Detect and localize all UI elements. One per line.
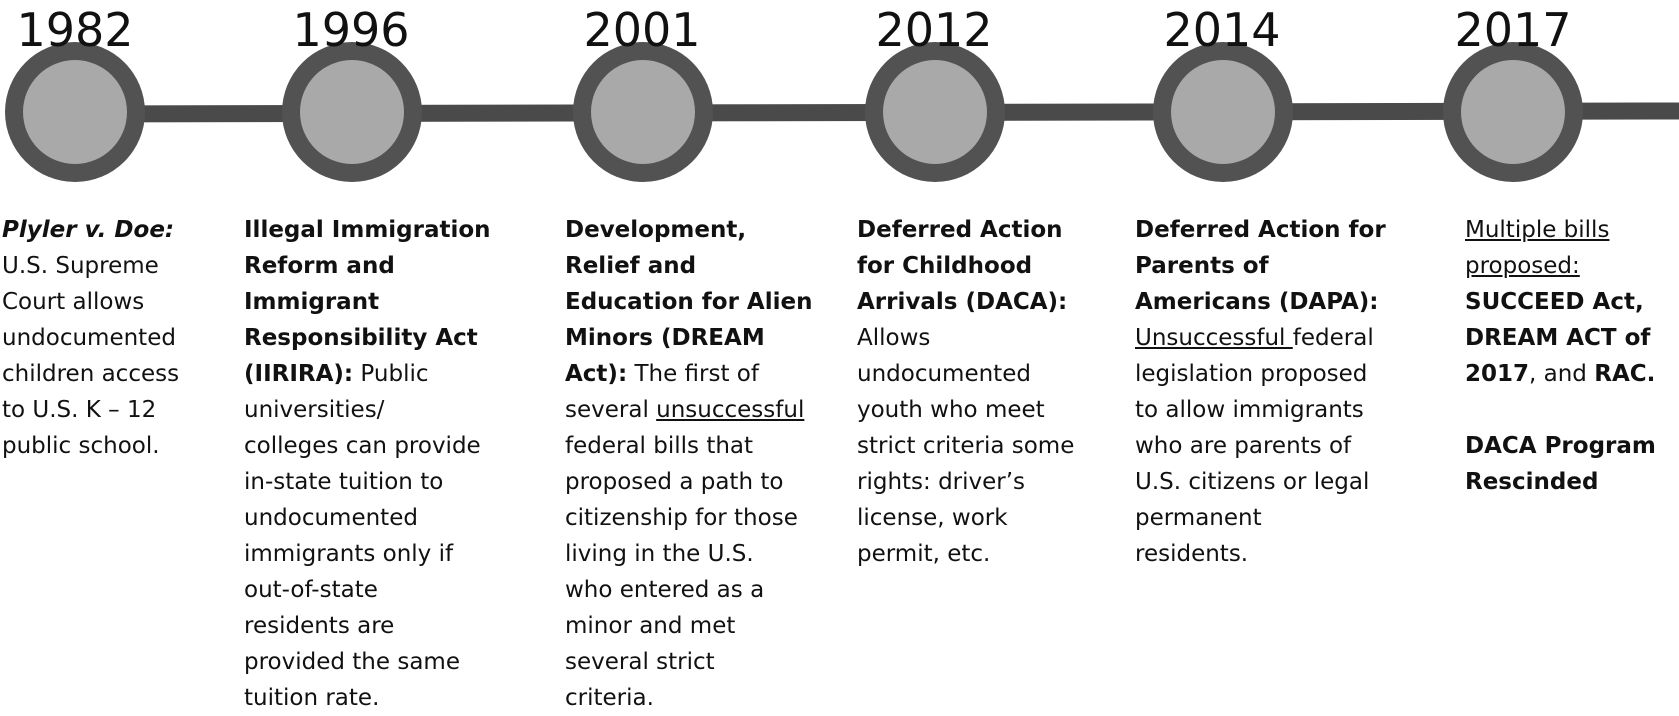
description-line: [244, 500, 491, 536]
timeline-marker-fill-1982: [23, 60, 127, 164]
description-line: [565, 608, 812, 644]
timeline-marker-fill-2017: [1461, 60, 1565, 164]
description-text: Education for Alien: [565, 289, 813, 315]
description-text: colleges can provide: [244, 433, 481, 459]
description-text: federal: [1292, 325, 1374, 351]
description-line: [857, 212, 1074, 248]
description-text: proposed a path to: [565, 469, 784, 495]
description-line: [1465, 428, 1656, 464]
description-line: [1465, 212, 1656, 248]
description-text: provided the same: [244, 649, 460, 675]
year-label-1996: 1996: [292, 3, 410, 57]
event-description-2001: [565, 212, 812, 716]
description-line: [244, 320, 491, 356]
timeline-marker-fill-2014: [1171, 60, 1275, 164]
event-description-1996: [244, 212, 491, 716]
description-line: [1135, 536, 1386, 572]
description-text: who entered as a: [565, 577, 765, 603]
description-text: permit, etc.: [857, 541, 991, 567]
description-text: proposed:: [1465, 253, 1580, 279]
year-label-2001: 2001: [583, 3, 701, 57]
description-text: Responsibility Act: [244, 325, 478, 351]
description-text: legislation proposed: [1135, 361, 1368, 387]
description-text: Parents of: [1135, 253, 1269, 279]
description-line: [244, 212, 491, 248]
description-text: Arrivals (DACA):: [857, 289, 1068, 315]
description-text: permanent: [1135, 505, 1262, 531]
timeline-marker-fill-2001: [591, 60, 695, 164]
year-label-2017: 2017: [1454, 3, 1572, 57]
description-line: [1135, 392, 1386, 428]
description-line: [244, 464, 491, 500]
event-description-1982: [2, 212, 179, 464]
description-line: [565, 212, 812, 248]
description-text: to allow immigrants: [1135, 397, 1364, 423]
description-text: strict criteria some: [857, 433, 1075, 459]
description-text: minor and met: [565, 613, 736, 639]
description-line: [244, 608, 491, 644]
description-line: [857, 392, 1074, 428]
timeline-marker-fill-2012: [883, 60, 987, 164]
description-line: [1135, 500, 1386, 536]
description-text: children access: [2, 361, 180, 387]
description-text: Allows: [857, 325, 931, 351]
description-text: Immigrant: [244, 289, 380, 315]
description-text: Minors (DREAM: [565, 325, 765, 351]
description-text: federal bills that: [565, 433, 754, 459]
description-line: [1135, 212, 1386, 248]
description-line: [244, 572, 491, 608]
description-line: [2, 284, 179, 320]
description-line: [2, 356, 179, 392]
description-line: [857, 428, 1074, 464]
description-line: [857, 284, 1074, 320]
description-text: several: [565, 397, 657, 423]
description-text: Americans (DAPA):: [1135, 289, 1379, 315]
description-text: several strict: [565, 649, 715, 675]
description-line: [244, 284, 491, 320]
description-line: [2, 212, 179, 248]
description-text: undocumented: [857, 361, 1031, 387]
event-description-2012: [857, 212, 1074, 572]
description-text: U.S. Supreme: [2, 253, 159, 279]
description-line: [1465, 356, 1656, 392]
description-text: undocumented: [244, 505, 418, 531]
description-text: public school.: [2, 433, 160, 459]
description-text: Public: [353, 361, 429, 387]
description-text: citizenship for those: [565, 505, 798, 531]
description-text: DREAM ACT of: [1465, 325, 1651, 351]
description-text: SUCCEED Act,: [1465, 289, 1644, 315]
description-line: [244, 356, 491, 392]
description-text: unsuccessful: [656, 397, 805, 423]
event-description-2017: [1465, 212, 1656, 500]
description-line: [857, 248, 1074, 284]
description-text: Rescinded: [1465, 469, 1599, 495]
description-text: Development,: [565, 217, 747, 243]
description-text: residents.: [1135, 541, 1249, 567]
description-text: who are parents of: [1135, 433, 1352, 459]
description-text: to U.S. K – 12: [2, 397, 157, 423]
description-line: [857, 320, 1074, 356]
year-label-2012: 2012: [875, 3, 993, 57]
description-text: Court allows: [2, 289, 145, 315]
description-line: [857, 356, 1074, 392]
description-line: [2, 428, 179, 464]
description-line: [1465, 320, 1656, 356]
description-text: residents are: [244, 613, 395, 639]
description-line: [565, 572, 812, 608]
description-line: [1465, 392, 1656, 428]
description-line: [244, 536, 491, 572]
description-text: (IIRIRA):: [244, 361, 354, 387]
description-line: [1135, 248, 1386, 284]
description-line: [565, 356, 812, 392]
description-line: [565, 320, 812, 356]
description-text: Act):: [565, 361, 628, 387]
description-text: immigrants only if: [244, 541, 454, 567]
description-line: [244, 248, 491, 284]
description-text: out-of-state: [244, 577, 378, 603]
description-line: [244, 680, 491, 716]
year-label-1982: 1982: [16, 3, 134, 57]
description-text: youth who meet: [857, 397, 1045, 423]
description-line: [244, 428, 491, 464]
year-label-2014: 2014: [1163, 3, 1281, 57]
event-description-2014: [1135, 212, 1386, 572]
description-line: [1465, 248, 1656, 284]
description-text: criteria.: [565, 685, 654, 711]
description-line: [857, 464, 1074, 500]
description-text: RAC.: [1594, 361, 1656, 387]
description-text: Plyler v. Doe:: [2, 217, 175, 243]
description-text: license, work: [857, 505, 1008, 531]
description-text: for Childhood: [857, 253, 1033, 279]
description-text: The first of: [627, 361, 759, 387]
description-line: [565, 392, 812, 428]
description-text: tuition rate.: [244, 685, 380, 711]
description-line: [1135, 356, 1386, 392]
description-text: undocumented: [2, 325, 176, 351]
description-line: [565, 680, 812, 716]
description-line: [565, 284, 812, 320]
description-line: [565, 536, 812, 572]
timeline-marker-fill-1996: [300, 60, 404, 164]
description-text: DACA Program: [1465, 433, 1656, 459]
description-text: in-state tuition to: [244, 469, 444, 495]
description-line: [565, 500, 812, 536]
description-text: Illegal Immigration: [244, 217, 491, 243]
description-line: [565, 428, 812, 464]
description-line: [2, 248, 179, 284]
description-line: [1135, 320, 1386, 356]
description-text: living in the U.S.: [565, 541, 754, 567]
description-line: [565, 464, 812, 500]
description-line: [1135, 464, 1386, 500]
description-line: [2, 392, 179, 428]
description-line: [244, 392, 491, 428]
description-text: 2017: [1465, 361, 1530, 387]
description-text: Deferred Action: [857, 217, 1063, 243]
description-line: [857, 500, 1074, 536]
description-text: , and: [1529, 361, 1595, 387]
description-line: [244, 644, 491, 680]
description-text: Unsuccessful: [1135, 325, 1293, 351]
description-line: [857, 536, 1074, 572]
description-line: [1465, 284, 1656, 320]
description-text: Deferred Action for: [1135, 217, 1386, 243]
description-line: [1135, 284, 1386, 320]
description-text: U.S. citizens or legal: [1135, 469, 1370, 495]
description-text: Multiple bills: [1465, 217, 1610, 243]
description-line: [2, 320, 179, 356]
description-text: Reform and: [244, 253, 395, 279]
description-text: rights: driver’s: [857, 469, 1026, 495]
description-text: Relief and: [565, 253, 697, 279]
description-line: [565, 644, 812, 680]
description-line: [1465, 464, 1656, 500]
description-line: [565, 248, 812, 284]
description-line: [1135, 428, 1386, 464]
description-text: universities/: [244, 397, 385, 423]
